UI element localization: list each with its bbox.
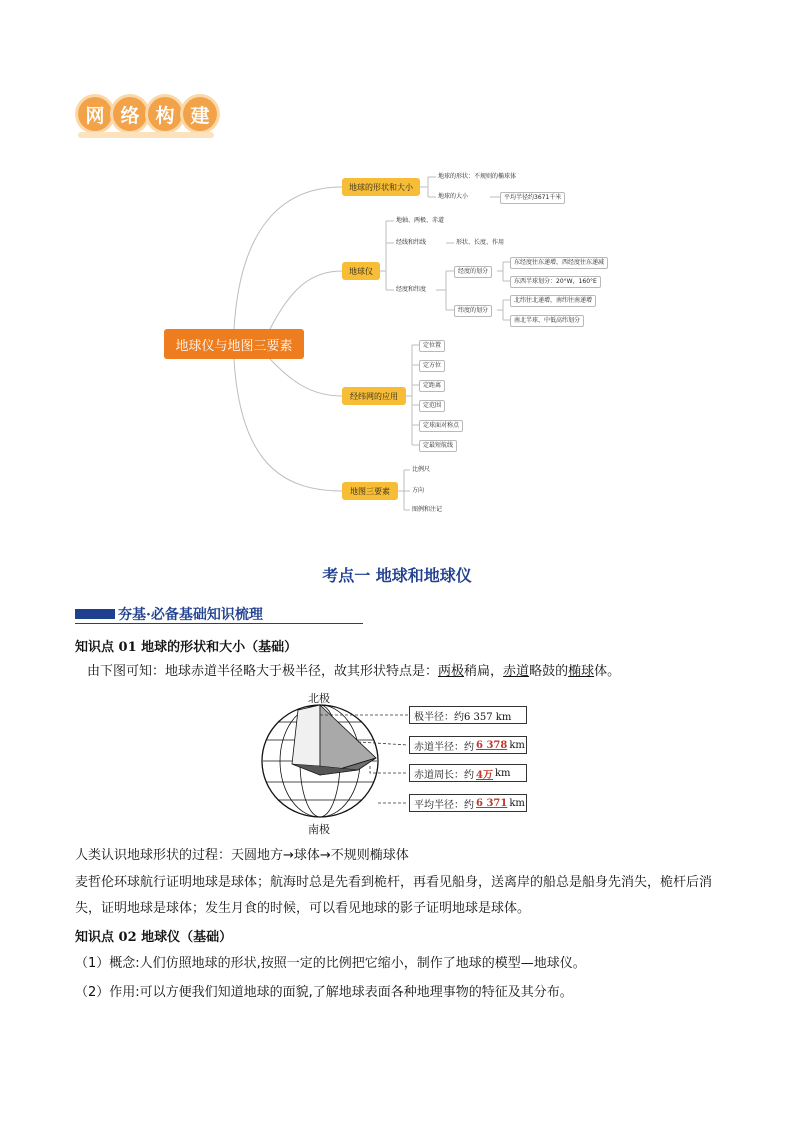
mean-radius-box: 平均半径：约 6 371 km bbox=[409, 794, 527, 812]
branch2-item: 经度和纬度 bbox=[396, 286, 427, 293]
kp1-intro: 由下图可知：地球赤道半径略大于极半径，故其形状特点是：两极稍扁，赤道略鼓的椭球体。 bbox=[87, 664, 621, 679]
branch3-item: 定最短航线 bbox=[419, 440, 457, 452]
globe-diagram bbox=[258, 700, 418, 824]
branch-map-elements: 地图三要素 bbox=[342, 482, 398, 500]
branch4-item: 比例尺 bbox=[412, 466, 431, 473]
branch2-item: 经线和纬线 bbox=[396, 239, 427, 246]
equatorial-radius-box: 赤道半径：约 6 378 km bbox=[409, 736, 527, 754]
branch2-jw-sub: 形状、长度、作用 bbox=[456, 239, 505, 246]
branch1-sub: 平均半径约3671千米 bbox=[500, 192, 565, 204]
kp1-title: 知识点 01 地球的形状和大小（基础） bbox=[75, 640, 298, 655]
branch2-lat-item: 南北半球、中低高纬划分 bbox=[510, 315, 584, 327]
branch-shape-size: 地球的形状和大小 bbox=[342, 178, 420, 196]
banner-char: 构 bbox=[148, 97, 182, 131]
south-pole-label: 南极 bbox=[308, 823, 330, 836]
banner-char: 络 bbox=[113, 97, 147, 131]
sub-title: 夯基·必备基础知识梳理 bbox=[118, 607, 263, 623]
branch-globe: 地球仪 bbox=[342, 262, 380, 280]
branch2-lat: 纬度的划分 bbox=[454, 305, 492, 317]
branch-graticule: 经纬网的应用 bbox=[342, 387, 406, 405]
subtitle-rule bbox=[75, 623, 363, 624]
branch3-item: 定球面对称点 bbox=[419, 420, 463, 432]
branch2-item: 地轴、两极、赤道 bbox=[396, 217, 445, 224]
branch1-item: 地球的大小 bbox=[438, 193, 469, 200]
branch3-item: 定范围 bbox=[419, 400, 445, 412]
north-pole-label: 北极 bbox=[308, 692, 330, 705]
branch4-item: 方向 bbox=[412, 487, 425, 494]
branch2-lat-item: 北纬往北递增，南纬往南递增 bbox=[510, 295, 596, 307]
section-title: 考点一 地球和地球仪 bbox=[322, 566, 472, 585]
kp2-function: （2）作用:可以方便我们知道地球的面貌,了解地球表面各种地理事物的特征及其分布。 bbox=[75, 985, 573, 1000]
kp2-concept: （1）概念:人们仿照地球的形状,按照一定的比例把它缩小，制作了地球的模型—地球仪。 bbox=[75, 956, 586, 971]
branch2-lon: 经度的划分 bbox=[454, 266, 492, 278]
equator-length-box: 赤道周长：约 4万 km bbox=[409, 764, 527, 782]
branch3-item: 定位置 bbox=[419, 340, 445, 352]
branch1-item: 地球的形状：不规则的椭球体 bbox=[438, 173, 517, 180]
banner-char: 建 bbox=[183, 97, 217, 131]
evidence-text: 麦哲伦环球航行证明地球是球体；航海时总是先看到桅杆，再看见船身，送离岸的船总是船身先消失，桅杆后消失，证明地球是球体；发生月食的时候，可以看见地球的影子证明地球是球体。 bbox=[75, 875, 713, 916]
mindmap-root: 地球仪与地图三要素 bbox=[164, 329, 304, 359]
branch2-lon-item: 东经度往东递增，西经度往东递减 bbox=[510, 257, 608, 269]
branch3-item: 定距离 bbox=[419, 380, 445, 392]
subtitle-bar bbox=[75, 609, 115, 619]
polar-radius-box: 极半径：约6 357 km bbox=[409, 706, 527, 724]
mindmap-connectors bbox=[0, 0, 794, 540]
branch4-item: 图例和注记 bbox=[412, 506, 443, 513]
shape-process-text: 人类认识地球形状的过程：天圆地方→球体→不规则椭球体 bbox=[75, 848, 409, 863]
branch2-lon-item: 东西半球划分：20°W，160°E bbox=[510, 276, 601, 288]
branch3-item: 定方位 bbox=[419, 360, 445, 372]
banner-char: 网 bbox=[78, 97, 112, 131]
kp2-title: 知识点 02 地球仪（基础） bbox=[75, 930, 233, 945]
